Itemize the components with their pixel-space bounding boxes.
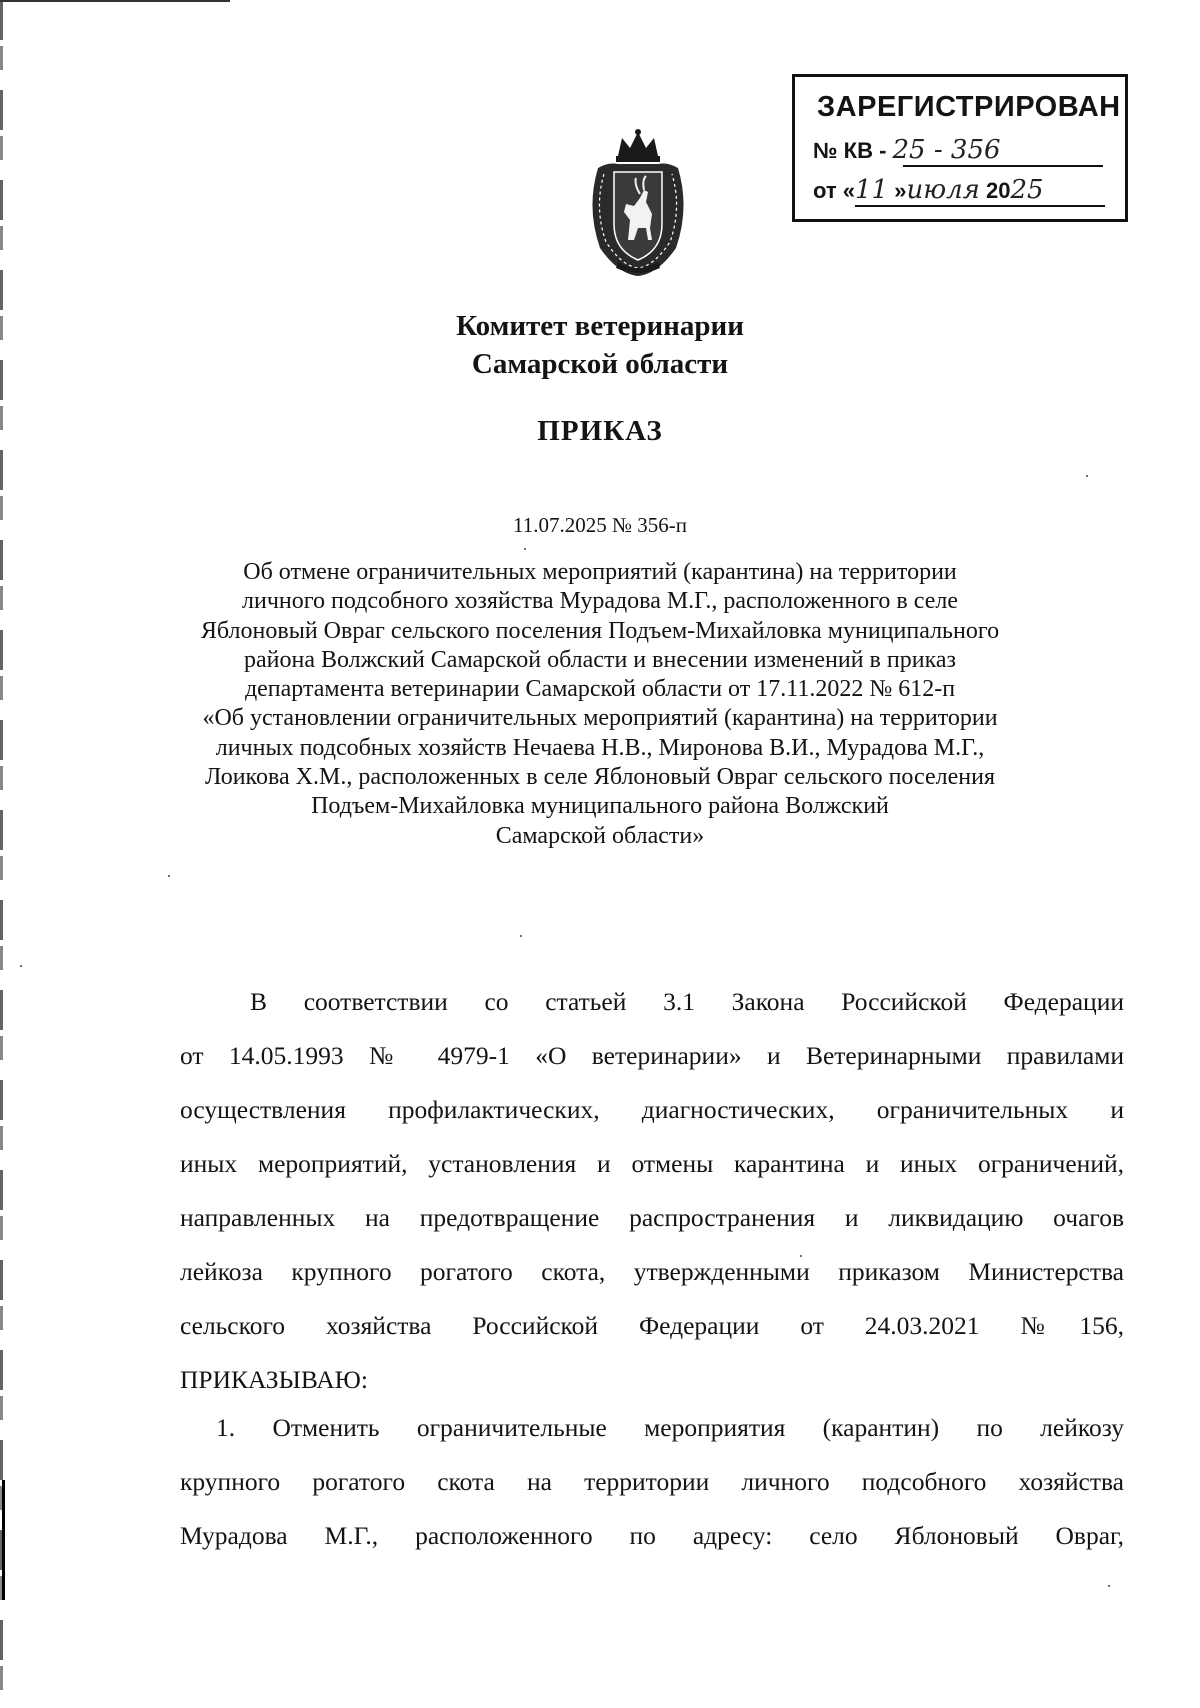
stamp-number-handwritten: 25 - 356 (892, 135, 1001, 165)
subject-line: департамента ветеринарии Самарской области от 17.11.2022 № 612-п (244, 676, 956, 703)
stamp-date-year-handwritten: 25 (1010, 175, 1044, 205)
stamp-underline (903, 165, 1103, 167)
order-subject (150, 558, 1050, 851)
order-body (180, 975, 1124, 1563)
subject-line: Самарской области» (495, 822, 705, 849)
samara-coat-of-arms-icon (578, 128, 698, 278)
stamp-date-prefix: от « (813, 178, 856, 203)
body-line: от 14.05.1993 № 4979-1 «О ветеринарии» и Ветеринарными правилами (180, 1041, 1124, 1070)
scan-speck (524, 548, 526, 550)
subject-line: района Волжский Самарской области и внесении изменений в приказ (243, 646, 956, 673)
scan-top-artifact (0, 0, 230, 2)
registration-stamp (792, 74, 1128, 222)
stamp-date-year-prefix: 20 (986, 178, 1011, 203)
organization-name-line2: Самарской области (471, 348, 729, 380)
subject-line: личных подсобных хозяйств Нечаева Н.В., Миронова В.И., Мурадова М.Г., (215, 734, 985, 761)
order-title: ПРИКАЗ (537, 415, 663, 447)
body-line: направленных на предотвращение распространения и ликвидацию очагов (180, 1203, 1124, 1232)
scan-speck (1108, 1585, 1110, 1587)
scan-speck (168, 875, 170, 877)
scan-speck (1086, 475, 1088, 477)
scan-speck (20, 965, 22, 967)
stamp-date-day-handwritten: 11 (855, 175, 889, 205)
scan-edge-artifact (0, 0, 3, 1708)
order-date-number: 11.07.2025 № 356-п (513, 513, 687, 537)
stamp-date-separator: » (894, 178, 907, 203)
scan-speck (520, 935, 522, 937)
subject-line: Лоикова Х.М., расположенных в селе Яблоновый Овраг сельского поселения (205, 764, 995, 791)
stamp-underline (855, 205, 1105, 207)
organization-name-line1: Комитет ветеринарии (456, 310, 744, 342)
subject-line: Подъем-Михайловка муниципального района Волжский (311, 793, 889, 820)
body-line: лейкоза крупного рогатого скота, утвержденными приказом Министерства (180, 1257, 1124, 1286)
subject-line: личного подсобного хозяйства Мурадова М.Г., расположенного в селе (242, 588, 958, 615)
body-line: 1. Отменить ограничительные мероприятия (карантин) по лейкозу (216, 1413, 1124, 1442)
stamp-title: ЗАРЕГИСТРИРОВАН (817, 91, 1121, 123)
body-line: иных мероприятий, установления и отмены карантина и иных ограничений, (180, 1149, 1124, 1178)
scan-speck (800, 1255, 802, 1257)
stamp-number-row (813, 135, 1001, 165)
subject-line: Об отмене ограничительных мероприятий (карантина) на территории (243, 559, 957, 585)
subject-line: «Об установлении ограничительных мероприятий (карантина) на территории (202, 705, 998, 732)
stamp-number-prefix: № КВ - (813, 138, 887, 163)
stamp-date-row (813, 175, 1044, 205)
body-line: Мурадова М.Г., расположенного по адресу: село Яблоновый Овраг, (180, 1521, 1124, 1550)
body-line-command: ПРИКАЗЫВАЮ: (180, 1365, 368, 1394)
body-line: крупного рогатого скота на территории личного подсобного хозяйства (180, 1467, 1124, 1496)
stamp-date-month-handwritten: июля (906, 175, 980, 205)
subject-line: Яблоновый Овраг сельского поселения Подъем-Михайловка муниципального (200, 617, 1000, 644)
body-line: осуществления профилактических, диагностических, ограничительных и (180, 1095, 1124, 1124)
body-line: сельского хозяйства Российской Федерации от 24.03.2021 №156, (180, 1311, 1124, 1340)
scan-edge-artifact (2, 1480, 5, 1600)
body-line: В соответствии со статьей 3.1 Закона Российской Федерации (250, 987, 1124, 1016)
